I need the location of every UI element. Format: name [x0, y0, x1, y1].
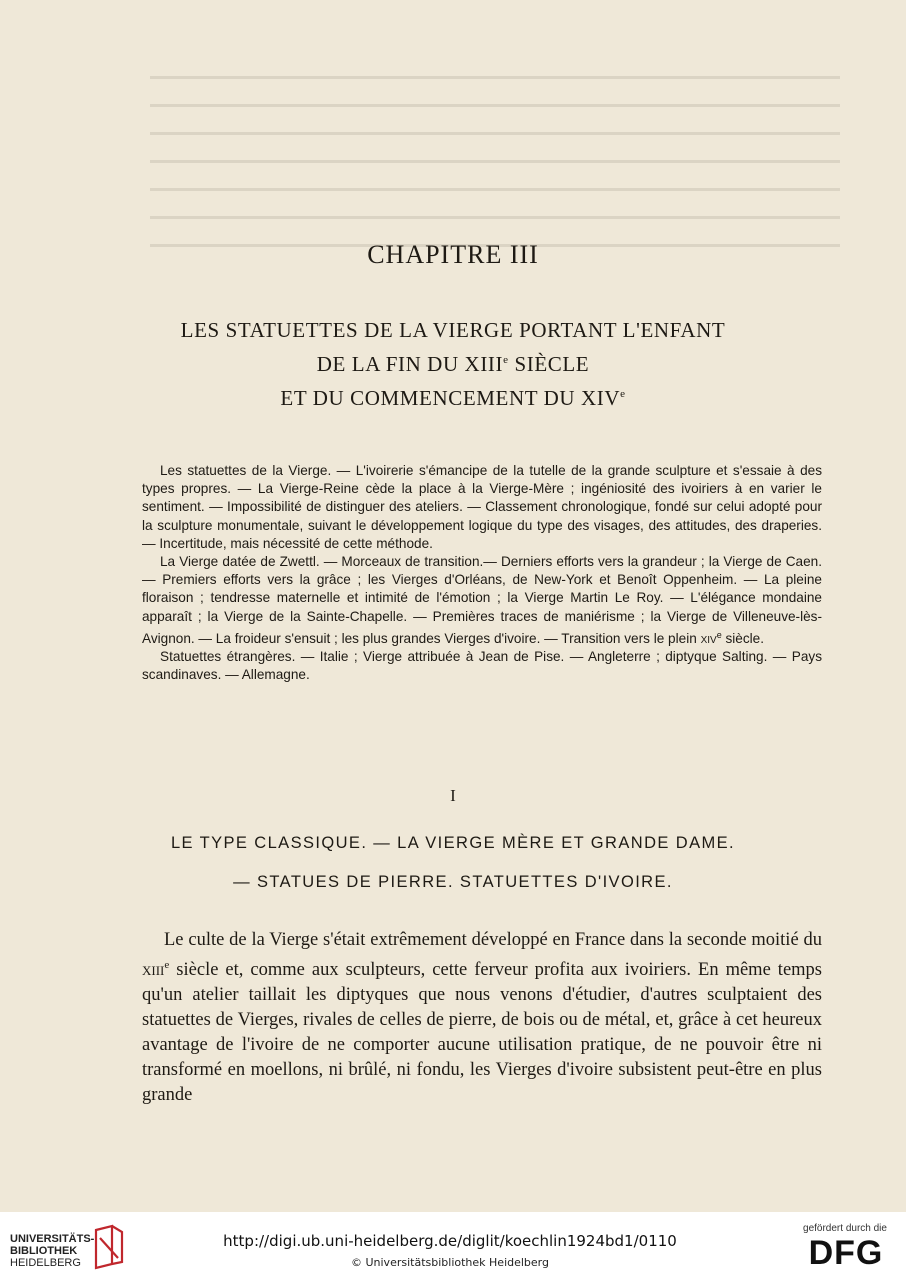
chapter-title-line-3: [0, 386, 906, 411]
bleed-through-text: [150, 60, 840, 270]
body-paragraph: [142, 928, 822, 1108]
summary-p2-end: siècle.: [721, 630, 765, 646]
chapter-title-line-1: LES STATUETTES DE LA VIERGE PORTANT L'ENFANT: [180, 318, 726, 342]
title-line-3-text: ET DU COMMENCEMENT DU XIV: [280, 386, 621, 410]
permalink-url[interactable]: http://digi.ub.uni-heidelberg.de/diglit/koechlin1924bd1/0110: [223, 1232, 677, 1250]
title-line-2-end: SIÈCLE: [508, 352, 590, 376]
chapter-heading: CHAPITRE III: [367, 240, 539, 269]
copyright-notice: © Universitätsbibliothek Heidelberg: [350, 1256, 549, 1269]
title-line-3-sup: e: [620, 388, 626, 400]
logo-line-2: BIBLIOTHEK: [10, 1245, 78, 1257]
chapter-summary: [142, 462, 822, 684]
title-line-2-sup: e: [503, 354, 509, 366]
logo-line-3: HEIDELBERG: [10, 1257, 81, 1269]
body-rest: siècle et, comme aux sculpteurs, cette ferveur profita aux ivoiriers. En même temps qu'un atelier taillait les diptyques que nous venons d'étudier, d'autres sculptaient des statuettes de Vierges, rivales de celles de pierre, de bois ou de métal, et, grâce à cet heureux avantage de l'ivoire de ne comporter aucune utilisation pratique, de ne pouvoir être ni transformé en moellons, ni brûlé, ni fondu, les Vierges d'ivoire subsistent peut-être en plus grande: [142, 960, 822, 1105]
summary-paragraph-2: [142, 553, 822, 648]
title-line-2-text: DE LA FIN DU XIII: [316, 352, 504, 376]
body-century-sup: e: [164, 959, 170, 971]
body-century: xiii: [142, 960, 165, 980]
summary-p2-text: La Vierge datée de Zwettl. — Morceaux de transition.— Derniers efforts vers la grandeur ; la Vierge de Caen. — Premiers efforts vers la grâce ; les Vierges d'Orléans, de New-York et Benoît Oppenheim. — La pleine floraison ; tendresse maternelle et intimité de l'émotion ; la Vierge Martin Le Roy. — L'élégance mondaine apparaît ; la Vierge de la Sainte-Chapelle. — Premières traces de maniérisme ; la Vierge de Villeneuve-lès-Avignon. — La froideur s'ensuit ; les plus grandes Vierges d'ivoire. — Transition vers le plein: [142, 554, 822, 646]
summary-p2-century: xiv: [700, 630, 717, 646]
section-title-line-2: — STATUES DE PIERRE. STATUETTES D'IVOIRE.: [233, 873, 673, 891]
section-number: I: [450, 786, 456, 805]
dfg-logo[interactable]: DFG: [808, 1234, 884, 1272]
summary-paragraph-1: Les statuettes de la Vierge. — L'ivoirerie s'émancipe de la tutelle de la grande sculpture et s'essaie à des types propres. — La Vierge-Reine cède la place à la Vierge-Mère ; ingéniosité des ivoiriers à en varier le sentiment. — Impossibilité de distinguer des ateliers. — Classement chronologique, fondé sur celui adopté pour la sculpture monumentale, suivant le développement logique du type des visages, des attitudes, des draperies. — Incertitude, mais nécessité de cette méthode.: [142, 463, 822, 551]
section-title-line-1: LE TYPE CLASSIQUE. — LA VIERGE MÈRE ET GRANDE DAME.: [170, 834, 736, 852]
university-library-logo[interactable]: [10, 1233, 94, 1269]
logo-line-1: UNIVERSITÄTS-: [10, 1233, 95, 1245]
chapter-title-line-2: [0, 352, 906, 377]
summary-p2-sup: e: [716, 629, 722, 640]
summary-paragraph-3: Statuettes étrangères. — Italie ; Vierge attribuée à Jean de Pise. — Angleterre ; diptyque Salting. — Pays scandinaves. — Allemagne.: [142, 649, 822, 683]
library-mark-icon: [92, 1224, 126, 1270]
body-start: Le culte de la Vierge s'était extrêmement développé en France dans la seconde moitié du: [164, 930, 822, 950]
dfg-caption: gefördert durch die: [803, 1223, 887, 1234]
